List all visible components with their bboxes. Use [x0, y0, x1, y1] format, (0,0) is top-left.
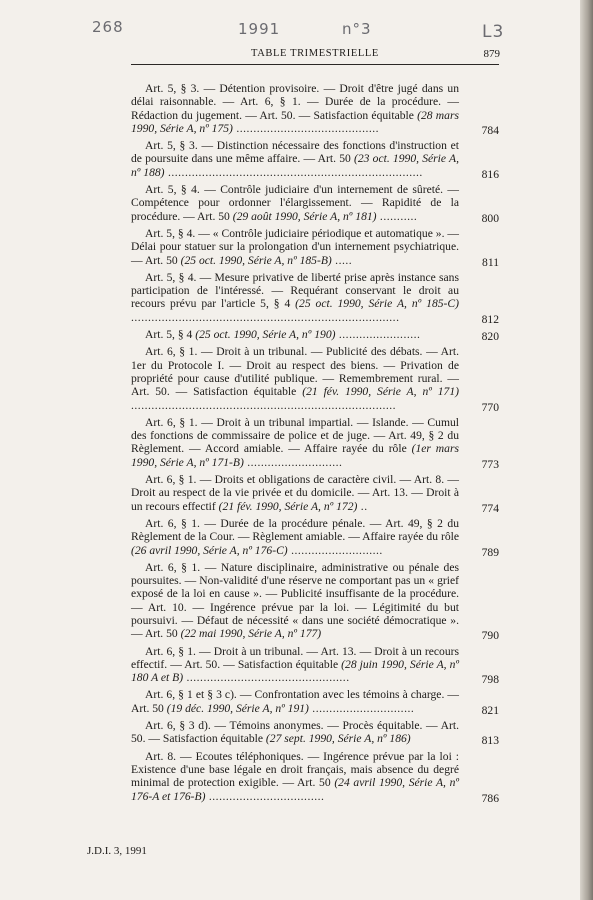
entry-page-number: 798	[481, 673, 499, 687]
entry-page-number: 790	[481, 629, 499, 643]
page-number: 879	[483, 48, 500, 60]
leader-dots: ...........................	[287, 543, 383, 557]
leader-dots: ...............................................................................	[131, 310, 400, 324]
entry-text: Art. 5, § 4. — Contrôle judiciaire d'un internement de sûreté. — Compétence pour ordonner l'élargissement. — Rapidité de la procédure. — Art. 50	[131, 183, 459, 223]
index-entry	[131, 517, 499, 557]
leader-dots: ..	[357, 499, 368, 513]
entry-text: Art. 6, § 1. — Durée de la procédure pénale. — Art. 49, § 2 du Règlement de la Cour. — Règlement amiable. — Affaire rayée du rôle	[131, 516, 459, 544]
header-title: TABLE TRIMESTRIELLE	[251, 48, 379, 59]
handwritten-note-left: 268	[92, 18, 124, 36]
index-entry	[131, 473, 499, 513]
leader-dots: .....	[331, 253, 353, 267]
index-entry	[131, 750, 499, 803]
leader-dots: ..............................	[308, 701, 415, 715]
index-entry	[131, 416, 499, 469]
handwritten-note-corner: L3	[482, 22, 505, 42]
entry-citation: (21 fév. 1990, Série A, nº 172)	[218, 499, 358, 513]
entry-text: Art. 8. — Ecoutes téléphoniques. — Ingérence prévue par la loi : Existence d'une base légale en droit français, mais absence du degré minimal de protection exigible. — Art. 50	[131, 749, 459, 790]
entry-text: Art. 6, § 3 d). — Témoins anonymes. — Procès équitable. — Art. 50. — Satisfaction équitable	[131, 719, 459, 746]
index-entry	[131, 183, 499, 223]
entry-text: Art. 5, § 3. — Distinction nécessaire des fonctions d'instruction et de poursuite dans une même affaire. — Art. 50	[131, 139, 459, 166]
index-entry	[131, 328, 499, 344]
entry-citation: (25 oct. 1990, Série A, nº 185-C)	[295, 297, 459, 311]
entry-page-number: 770	[481, 400, 499, 414]
entry-text: Art. 6, § 1. — Droit à un tribunal. — Publicité des débats. — Art. 1er du Protocole I. — Droit au respect des biens. — Privation de propriété pour cause d'utilité publique. — Remembrement rural. — Art. 50. — Satisfaction équitable	[131, 345, 459, 399]
running-header	[131, 46, 499, 65]
entry-citation: (28 juin 1990, Série A, nº 180 A et B)	[131, 657, 459, 685]
entry-text: Art. 6, § 1. — Droits et obligations de caractère civil. — Art. 8. — Droit au respect de la vie privée et du domicile. — Art. 13. — Droit à un recours effectif	[131, 473, 459, 513]
index-entry	[131, 719, 499, 746]
entry-text: Art. 6, § 1. — Nature disciplinaire, administrative ou pénale des poursuites. — Non-validité d'une réserve ne comportant pas un « grief exposé de la loi en cause ». — Publicité insuffisante de la procédure. — Art. 10. — Ingérence prévue par la loi. — Légitimité du but poursuivi. — Défaut de nécessité « dans une société démocratique ». — Art. 50	[131, 560, 459, 641]
leader-dots: ............................	[243, 455, 343, 469]
entry-page-number: 816	[481, 167, 499, 181]
entry-citation: (24 avril 1990, Série A, nº 176-A et 176-B)	[131, 776, 459, 803]
entry-citation: (25 oct. 1990, Série A, nº 190)	[195, 328, 336, 342]
leader-dots: ........................	[335, 328, 421, 342]
handwritten-note-center: 1991	[238, 20, 281, 38]
entry-citation: (26 avril 1990, Série A, nº 176-C)	[131, 543, 288, 557]
index-entry	[131, 645, 499, 685]
leader-dots: ...........................................................................	[164, 165, 423, 179]
entry-page-number: 789	[481, 545, 499, 559]
index-entry	[131, 227, 499, 267]
index-entry	[131, 139, 499, 179]
leader-dots: ..............................................................................	[131, 398, 397, 412]
entry-text: Art. 5, § 4	[145, 328, 196, 342]
entry-text: Art. 6, § 1. — Droit à un tribunal impartial. — Islande. — Cumul des fonctions de commissaire de police et de juge. — Art. 49, § 2 du Règlement. — Accord amiable. — Affaire rayée du rôle	[131, 415, 459, 456]
journal-reference: J.D.I. 3, 1991	[87, 845, 147, 857]
entry-citation: (25 oct. 1990, Série A, nº 185-B)	[180, 253, 332, 267]
entry-page-number: 821	[481, 703, 499, 717]
index-entry	[131, 82, 499, 135]
entry-citation: (22 mai 1990, Série A, nº 177)	[180, 627, 322, 641]
page-edge	[580, 0, 593, 900]
leader-dots: ..........................................	[232, 121, 380, 135]
entry-page-number: 800	[481, 211, 499, 225]
entry-text: Art. 6, § 1 et § 3 c). — Confrontation avec les témoins à charge. — Art. 50	[131, 688, 459, 715]
entry-page-number: 811	[482, 255, 499, 269]
entry-page-number: 786	[481, 791, 499, 805]
index-entry	[131, 271, 499, 324]
entry-page-number: 773	[481, 457, 499, 471]
entry-citation: (27 sept. 1990, Série A, nº 186)	[265, 732, 411, 746]
entry-citation: (21 fév. 1990, Série A, nº 171)	[302, 385, 459, 399]
index-entry	[131, 561, 499, 641]
entry-page-number: 784	[481, 123, 499, 137]
entry-text: Art. 6, § 1. — Droit à un tribunal. — Art. 13. — Droit à un recours effectif. — Art. 50. — Satisfaction équitable	[131, 644, 459, 671]
entry-citation: (19 déc. 1990, Série A, nº 191)	[166, 701, 309, 715]
entry-page-number: 812	[481, 312, 499, 326]
index-entry	[131, 688, 499, 715]
entry-citation: (28 mars 1990, Série A, nº 175)	[131, 108, 459, 135]
entry-text: Art. 5, § 4. — « Contrôle judiciaire périodique et automatique ». — Délai pour statuer sur la prolongation d'un internement psychiatrique. — Art. 50	[131, 226, 459, 267]
index-entry	[131, 345, 499, 414]
leader-dots: ...........	[376, 209, 418, 223]
entry-text: Art. 5, § 3. — Détention provisoire. — Droit d'être jugé dans un délai raisonnable. — Art. 6, § 1. — Durée de la procédure. — Rédaction du jugement. — Art. 50. — Satisfaction équitable	[131, 82, 459, 122]
entry-citation: (29 août 1990, Série A, nº 181)	[232, 209, 377, 223]
handwritten-note-right: n°3	[342, 20, 372, 38]
entry-page-number: 813	[481, 734, 499, 748]
leader-dots: ................................................	[183, 671, 350, 685]
entry-page-number: 820	[481, 330, 499, 344]
leader-dots: ..................................	[205, 789, 325, 803]
entry-citation: (23 oct. 1990, Série A, nº 188)	[131, 152, 459, 179]
entry-page-number: 774	[481, 501, 499, 515]
index-entries	[131, 82, 499, 807]
entry-text: Art. 5, § 4. — Mesure privative de liberté prise après instance sans participation de l'intéressé. — Requérant conservant le droit au recours prévu par l'article 5, § 4	[131, 270, 459, 311]
entry-citation: (1er mars 1990, Série A, nº 171-B)	[131, 442, 459, 469]
